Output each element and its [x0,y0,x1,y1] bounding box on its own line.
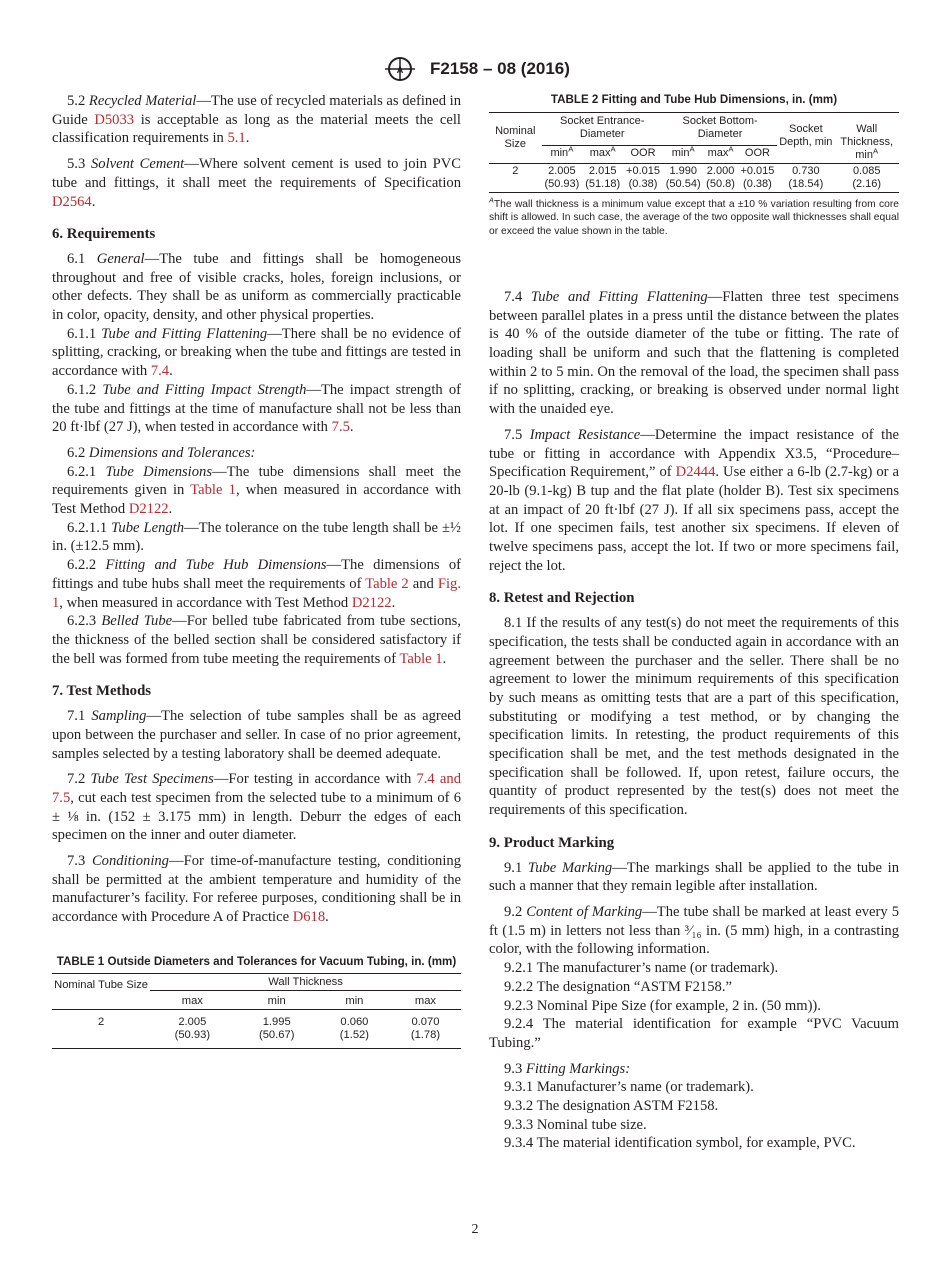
heading-test-methods: 7. Test Methods [52,683,152,700]
t2-sub-max: $\max^A$ [589,144,616,160]
table-1 [52,973,461,1049]
para-9-3: 9.3 Fitting Markings: [504,1060,631,1077]
t2-sub-min: $\min^A$ [550,144,574,160]
para-7-5: 7.5 Impact Resistance—Determine the impact resistance of the tube or fitting in accordance with Appendix X3.5, “Procedure–Specification Requirement,” of D2444. Use either a 6-lb (2.7-kg) or a 20-lb (9.1-kg) B tup and the flat plate (holder B). Test six specimens at an impact of 20 ft·lbf (27 J). If all six specimens pass, accept the lot. If one specimen fails, test another six specimens. If eleven of twelve specimens pass, accept the lot. If two or more specimens fail, reject the lot. [489,426,899,574]
table-1-block [52,955,461,1049]
t1-col-nominal: Nominal Tube Size [54,978,149,991]
link-d2122[interactable]: D2122 [128,501,169,518]
para-6-1-2: 6.1.2 Tube and Fitting Impact Strength—The impact strength of the tube and fittings at the time of manufacture shall not be less than 20 ft·lbf (27 J), when tested in accordance with 7.5. [52,381,461,436]
link-d2564[interactable]: D2564 [52,193,92,210]
page-header [0,56,950,82]
para-9-3-2: 9.3.2 The designation ASTM F2158. [504,1098,719,1115]
table-2-footnote: $^A$The wall thickness is a minimum value except that a ±10 % variation resulting from core shift is allowed. In such case, the average of the two opposite wall thicknesses shall equal or exceed the value shown in the table. [489,195,899,237]
link-d2444[interactable]: D2444 [675,464,716,481]
para-9-3-1: 9.3.1 Manufacturer’s name (or trademark). [504,1079,754,1096]
t2-col-entrance: Socket Entrance-Diameter [542,113,663,146]
para-7-1: 7.1 Sampling—The selection of tube samples shall be as agreed upon between the purchaser and seller. In case of no prior agreement, samples selected by a testing laboratory shall be deemed adequate. [52,708,461,762]
t2-sub-min-2: $\min^A$ [671,144,695,160]
t2-sub-max-2: $\max^A$ [707,144,734,160]
heading-requirements: 6. Requirements [52,226,156,243]
link-d2122-b[interactable]: D2122 [351,594,392,611]
t2-sub-oor: OOR [630,147,656,160]
table-2-block [489,93,899,238]
t1-sub-min-2: min [345,994,364,1007]
heading-retest: 8. Retest and Rejection [489,590,635,607]
link-5-1[interactable]: 5.1 [227,130,246,147]
para-6-2: 6.2 Dimensions and Tolerances: [67,444,256,461]
para-6-1-1: 6.1.1 Tube and Fitting Flattening—There shall be no evidence of splitting, cracking, or breaking when the tube and fittings are tested in accordance with 7.4. [52,325,462,380]
para-6-2-1-1: 6.2.1.1 Tube Length—The tolerance on the tube length shall be ±½ in. (±12.5 mm). [52,519,461,555]
svg-text:A: A [396,65,404,75]
para-9-2-3: 9.2.3 Nominal Pipe Size (for example, 2 in. (50 mm)). [504,997,821,1014]
t2-sub-oor-2: OOR [744,147,770,160]
para-5-3: 5.3 Solvent Cement—Where solvent cement is used to join PVC tube and fittings, it shall meet the requirements of Specification D2564. [52,156,461,210]
para-9-3-3: 9.3.3 Nominal tube size. [504,1116,647,1133]
para-7-4: 7.4 Tube and Fitting Flattening—Flatten three test specimens between parallel plates in a press until the distance between the plates is 40 % of the outside diameter of the tube or fitting. The rate of loading shall be uniform and such that the flattening is completed within 2 to 5 min. On the removal of the load, the specimen shall pass if no splitting, cracking, or breaking is observed under normal light with the unaided eye. [489,288,899,418]
para-9-2: 9.2 Content of Marking—The tube shall be marked at least every 5 ft (1.5 m) in letters not less than ³⁄₁₆ in. (5 mm) high, in a contrasting color, with the following information. [489,903,899,958]
heading-product-marking: 9. Product Marking [489,834,615,851]
para-9-2-2: 9.2.2 The designation “ASTM F2158.” [504,978,732,995]
t2-col-depth: Socket Depth, min [779,123,833,148]
para-8-1: 8.1 If the results of any test(s) do not meet the requirements of this specification, the tests shall be conducted again in accordance with an agreement between the purchaser and the seller. There shall be no agreement to lower the minimum requirements of this specification by such means as omitting tests that are a part of this specification, substituting or modifying a test method, or by changing the specification limits. In retesting, the product requirements of this specification shall be met, and the test methods designated in the specification shall be followed. If, upon retest, failure occurs, the quantity of product represented by the test(s) does not meet the requirements of this specification. [489,615,899,819]
t1-sub-min: min [267,994,286,1007]
table-2 [489,112,899,193]
right-column [489,93,899,1153]
document-designation: F2158 – 08 (2016) [430,59,570,78]
para-9-1: 9.1 Tube Marking—The markings shall be applied to the tube in such a manner that they remain legible after installation. [489,859,899,895]
link-7-4-and-7-5[interactable]: 7.4 and 7.5 [52,771,461,806]
t2-col-nominal: Nominal Size [495,125,536,150]
para-6-1: 6.1 General—The tube and fittings shall be homogeneous throughout and free of visible cracks, holes, foreign inclusions, or other defects. They shall be as uniform as commercially practicable in color, opacity, density, and other physical properties. [52,250,461,324]
link-table-1-b[interactable]: Table 1 [399,650,443,667]
para-7-2: 7.2 Tube Test Specimens—For testing in accordance with 7.4 and 7.5, cut each test specimen from the selected tube to a minimum of 6 ± ⅛ in. (152 ± 3.175 mm) in length. Deburr the edges of each specimen on the inner and outer diameter. [52,771,461,844]
link-table-2[interactable]: Table 2 [365,575,409,592]
link-7-5[interactable]: 7.5 [331,419,350,436]
t2-col-bottom: Socket Bottom-Diameter [663,113,777,146]
table-row: 2 2.005 (50.93) 2.015 (51.18) +0.015 (0.38) 1.990 (50.54) 2.000 (50.8) +0.015 (0.38) 0.730 (18.54) 0.085 (2.16) [489,164,899,193]
link-d5033[interactable]: D5033 [94,111,135,128]
link-table-1[interactable]: Table 1 [190,482,236,499]
t2-col-wall: Wall Thickness, $\min^A$ [840,123,893,161]
t1-sub-max: max [181,994,203,1007]
para-6-2-1: 6.2.1 Tube Dimensions—The tube dimensions shall meet the requirements given in Table 1, when measured in accordance with Test Method D2122. [52,463,461,518]
para-9-2-1: 9.2.1 The manufacturer’s name (or trademark). [504,960,779,977]
para-6-2-2: 6.2.2 Fitting and Tube Hub Dimensions—The dimensions of fittings and tube hubs shall meet the requirements of Table 2 and Fig. 1, when measured in accordance with Test Method D2122. [52,557,461,611]
table-2-title: TABLE 2 Fitting and Tube Hub Dimensions, in. (mm) [550,93,838,106]
link-fig-1[interactable]: Fig. 1 [52,575,461,611]
para-9-3-4: 9.3.4 The material identification symbol, for example, PVC. [504,1135,856,1152]
link-d618[interactable]: D618 [292,909,326,926]
para-6-2-3: 6.2.3 Belled Tube—For belled tube fabricated from tube sections, the thickness of the belled section shall be considered satisfactory if the bell was formed from tube meeting the requirements of Table 1. [52,613,461,667]
left-column [52,92,461,1049]
para-9-2-4: 9.2.4 The material identification for example “PVC Vacuum Tubing.” [489,1016,899,1051]
t1-col-wall: Wall Thickness [150,973,461,990]
t1-sub-max-2: max [414,994,437,1007]
astm-logo-icon [380,56,420,82]
para-7-3: 7.3 Conditioning—For time-of-manufacture testing, conditioning shall be permitted at the ambient temperature and humidity of the manufacturer’s facility. For referee purposes, conditioning shall be in accordance with Procedure A of Practice D618. [52,853,462,926]
page-number: 2 [471,1222,479,1237]
table-1-title: TABLE 1 Outside Diameters and Tolerances for Vacuum Tubing, in. (mm) [56,954,457,968]
table-row: 2 2.005 (50.93) 1.995 (50.67) 0.060 (1.52) 0.070 (1.78) [52,1009,461,1048]
link-7-4[interactable]: 7.4 [150,363,170,380]
para-5-2: 5.2 Recycled Material—The use of recycled materials as defined in Guide D5033 is acceptable as long as the material meets the cell classification requirements in 5.1. [52,93,462,147]
